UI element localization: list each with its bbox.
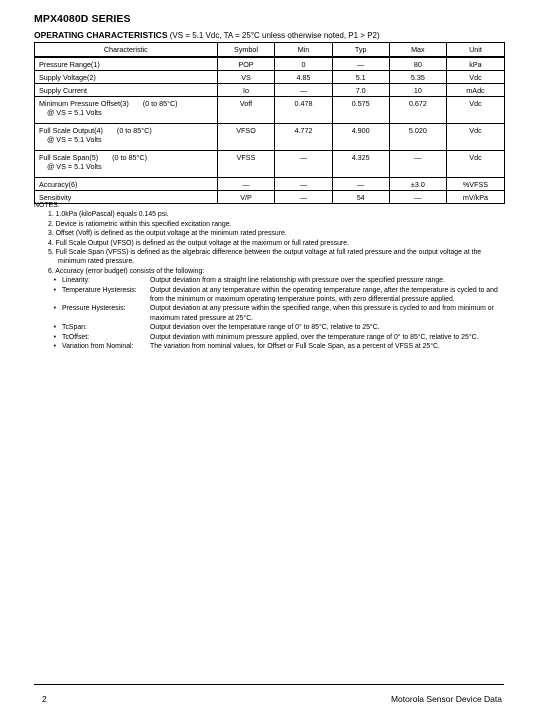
cell-typ: 0.575 <box>332 97 389 124</box>
note-item: 1. 1.0kPa (kiloPascal) equals 0.145 psi. <box>48 211 169 219</box>
accuracy-term: Linearity: <box>62 277 90 285</box>
accuracy-term: Variation from Nominal: <box>62 343 134 351</box>
accuracy-term: TcSpan: <box>62 324 87 332</box>
cell-characteristic: Sensitivity <box>35 191 218 204</box>
col-symbol: Symbol <box>217 43 275 58</box>
note-item: 6. Accuracy (error budget) consists of the following: <box>48 267 205 275</box>
temperature-range: (0 to 85°C) <box>112 153 147 162</box>
cell-unit: Vdc <box>446 71 504 84</box>
cell-symbol: Io <box>217 84 275 97</box>
cell-unit: %VFSS <box>446 178 504 191</box>
accuracy-desc: Output deviation at any pressure within the specified range, when this pressure is cycled to and from minimum or maximum rated pressure at 25°C. <box>150 305 494 322</box>
accuracy-desc: Output deviation with minimum pressure applied, over the temperature range of 0° to 85°C, relative to 25°C. <box>150 333 479 341</box>
temperature-range: (0 to 85°C) <box>142 99 178 108</box>
cell-typ: 54 <box>332 191 389 204</box>
note-item: 2. Device is ratiometric within this specified excitation range. <box>48 220 232 228</box>
table-row <box>35 57 505 71</box>
cell-symbol: POP <box>217 57 275 71</box>
cell-max: ±3.0 <box>389 178 446 191</box>
note-item: 4. Full Scale Output (VFSO) is defined as the output voltage at the maximum or full rated pressure. <box>48 239 350 247</box>
condition-text: @ VS = 5.1 Volts <box>47 135 102 144</box>
note-item <box>34 248 506 267</box>
cell-min: — <box>275 191 332 204</box>
table-row <box>35 151 505 178</box>
cell-min: 0 <box>275 57 332 71</box>
cell-symbol: VFSS <box>217 151 275 178</box>
notes-heading: NOTES: <box>34 202 60 209</box>
cell-unit: Vdc <box>446 124 504 151</box>
table-row <box>35 71 505 84</box>
cell-characteristic: Supply Current <box>35 84 218 97</box>
heading-label: OPERATING CHARACTERISTICS <box>34 30 168 40</box>
col-characteristic: Characteristic <box>35 43 218 58</box>
cell-unit: Vdc <box>446 97 504 124</box>
cell-min: — <box>275 178 332 191</box>
series-title: MPX4080D SERIES <box>34 13 131 25</box>
col-min: Min <box>275 43 332 58</box>
accuracy-item <box>34 323 506 332</box>
cell-typ: — <box>332 178 389 191</box>
cell-characteristic <box>35 124 218 151</box>
cell-unit: mV/kPa <box>446 191 504 204</box>
bullet-icon: • <box>53 343 56 351</box>
cell-typ: 7.0 <box>332 84 389 97</box>
notes-section <box>34 201 506 352</box>
bullet-icon: • <box>53 324 56 332</box>
operating-characteristics-table <box>34 42 505 204</box>
accuracy-list <box>34 276 506 351</box>
cell-max: 10 <box>389 84 446 97</box>
cell-max: 5.35 <box>389 71 446 84</box>
cell-unit: mAdc <box>446 84 504 97</box>
accuracy-item <box>34 333 506 342</box>
cell-min: — <box>275 84 332 97</box>
accuracy-desc: Output deviation from a straight line relationship with pressure over the specified pressure range. <box>150 277 445 285</box>
bullet-icon: • <box>53 333 56 341</box>
cell-typ: — <box>332 57 389 71</box>
cell-max: — <box>389 151 446 178</box>
accuracy-desc: The variation from nominal values, for Offset or Full Scale Span, as a percent of VFSS at 25°C. <box>150 343 440 351</box>
bullet-icon: • <box>53 305 56 313</box>
condition-text: @ VS = 5.1 Volts <box>47 108 102 117</box>
cell-unit: Vdc <box>446 151 504 178</box>
col-typ: Typ <box>332 43 389 58</box>
cell-unit: kPa <box>446 57 504 71</box>
cell-symbol: Voff <box>217 97 275 124</box>
accuracy-desc: Output deviation over the temperature range of 0° to 85°C, relative to 25°C. <box>150 324 380 332</box>
table-row <box>35 178 505 191</box>
footer-divider <box>34 684 504 685</box>
cell-min: 4.772 <box>275 124 332 151</box>
cell-symbol: VFSO <box>217 124 275 151</box>
cell-symbol: — <box>217 178 275 191</box>
characteristic-label: Full Scale Span(5) <box>39 153 99 162</box>
cell-max: 5.020 <box>389 124 446 151</box>
heading-conditions: (VS = 5.1 Vdc, TA = 25°C unless otherwise noted, P1 > P2) <box>169 31 380 40</box>
page-number: 2 <box>42 694 47 704</box>
col-max: Max <box>389 43 446 58</box>
note-continuation: minimum rated pressure. <box>58 258 135 266</box>
bullet-icon: • <box>53 277 56 285</box>
cell-min: — <box>275 151 332 178</box>
accuracy-term: Pressure Hysteresis: <box>62 305 126 313</box>
col-unit: Unit <box>446 43 504 58</box>
bullet-icon: • <box>53 286 56 294</box>
note-item: 3. Offset (Voff) is defined as the output voltage at the minimum rated pressure. <box>48 230 287 238</box>
characteristic-label: Minimum Pressure Offset(3) <box>39 99 129 108</box>
cell-typ: 4.325 <box>332 151 389 178</box>
cell-characteristic: Accuracy(6) <box>35 178 218 191</box>
condition-text: @ VS = 5.1 Volts <box>47 162 102 171</box>
cell-characteristic <box>35 151 218 178</box>
section-heading <box>34 30 380 40</box>
cell-typ: 4.900 <box>332 124 389 151</box>
notes-list <box>34 210 506 276</box>
publication-name: Motorola Sensor Device Data <box>390 694 502 704</box>
accuracy-item <box>34 276 506 285</box>
cell-characteristic <box>35 97 218 124</box>
cell-characteristic: Supply Voltage(2) <box>35 71 218 84</box>
accuracy-item <box>34 342 506 351</box>
cell-characteristic: Pressure Range(1) <box>35 57 218 71</box>
table-row <box>35 97 505 124</box>
accuracy-item <box>34 286 506 305</box>
note-text: 5. Full Scale Span (VFSS) is defined as the algebraic difference between the output voltage at full rated pressure and the output voltage at the <box>48 249 482 257</box>
table-row <box>35 84 505 97</box>
cell-max: 0.672 <box>389 97 446 124</box>
cell-symbol: VS <box>217 71 275 84</box>
cell-min: 4.85 <box>275 71 332 84</box>
cell-min: 0.478 <box>275 97 332 124</box>
accuracy-term: TcOffset: <box>62 333 90 341</box>
table-row <box>35 124 505 151</box>
cell-symbol: V/P <box>217 191 275 204</box>
characteristic-label: Full Scale Output(4) <box>39 126 103 135</box>
cell-max: — <box>389 191 446 204</box>
cell-typ: 5.1 <box>332 71 389 84</box>
accuracy-term: Temperature Hysteresis: <box>62 286 137 294</box>
accuracy-desc: Output deviation at any temperature within the operating temperature range, after the temperature is cycled to and from the minimum or maximum operating temperature points, with zero differential pressure applied. <box>150 286 498 304</box>
accuracy-item <box>34 304 506 323</box>
cell-max: 80 <box>389 57 446 71</box>
temperature-range: (0 to 85°C) <box>116 126 152 135</box>
table-header-row <box>35 43 505 58</box>
